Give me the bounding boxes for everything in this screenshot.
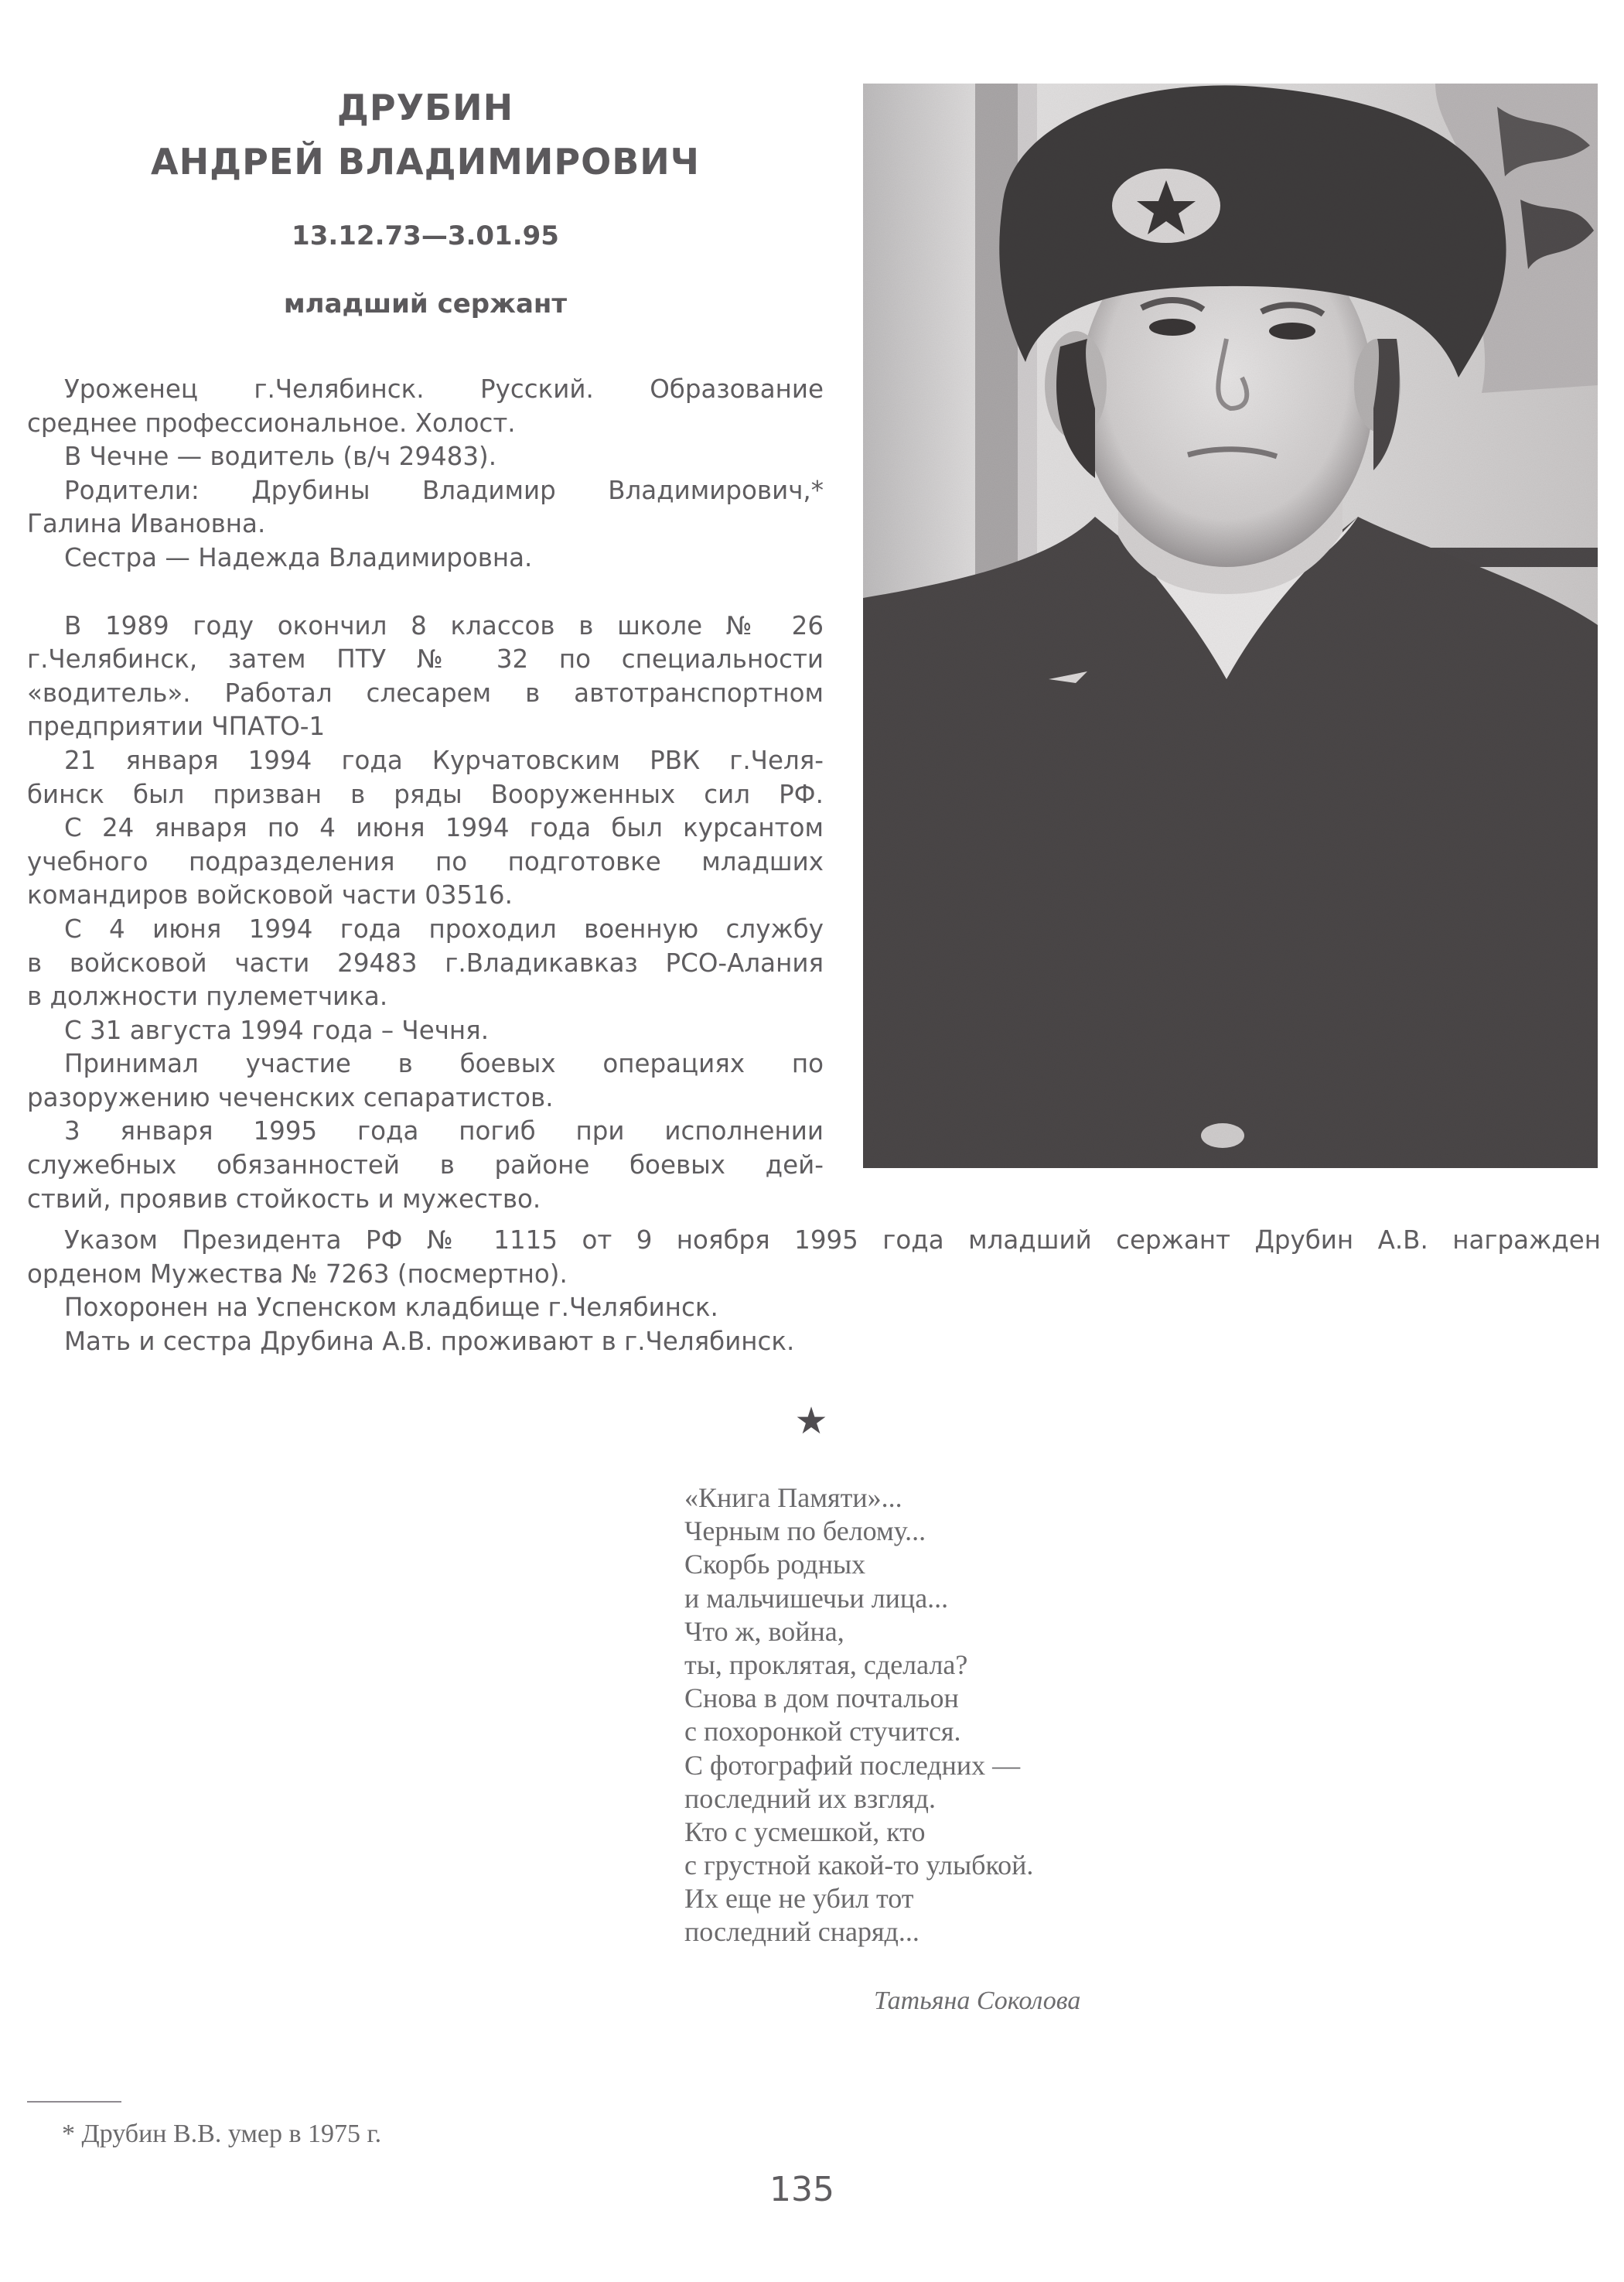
biography-line: Принимал участие в боевых операциях по bbox=[64, 1049, 824, 1079]
biography-line: в войсковой части 29483 г.Владикавказ РСО-Алания bbox=[27, 948, 824, 978]
poem-line: Черным по белому... bbox=[684, 1515, 926, 1547]
surname-heading: ДРУБИН bbox=[336, 87, 514, 128]
biography-line: «водитель». Работал слесарем в автотранспортном bbox=[27, 678, 824, 708]
poem-line: Скорбь родных bbox=[684, 1549, 866, 1580]
footnote-divider bbox=[27, 2101, 121, 2103]
biography-line: в должности пулеметчика. bbox=[27, 982, 388, 1012]
page-number: 135 bbox=[769, 2170, 834, 2209]
poem-line: Их еще не убил тот bbox=[684, 1883, 914, 1915]
military-rank: младший сержант bbox=[283, 289, 568, 319]
poem-line: Что ж, война, bbox=[684, 1615, 844, 1647]
poem-line: с грустной какой-то улыбкой. bbox=[684, 1850, 1034, 1881]
biography-line: среднее профессиональное. Холост. bbox=[27, 408, 516, 438]
name-heading: АНДРЕЙ ВЛАДИМИРОВИЧ bbox=[151, 141, 700, 183]
footnote: * Друбин В.В. умер в 1975 г. bbox=[62, 2120, 382, 2148]
biography-line: В 1989 году окончил 8 классов в школе № 26 bbox=[64, 610, 824, 641]
poem-line: с похоронкой стучится. bbox=[684, 1716, 961, 1747]
poem-line: «Книга Памяти»... bbox=[684, 1482, 902, 1513]
poem-line: С фотографий последних — bbox=[684, 1749, 1021, 1781]
biography-line: Уроженец г.Челябинск. Русский. Образование bbox=[64, 374, 824, 404]
biography-line: С 31 августа 1994 года – Чечня. bbox=[64, 1015, 490, 1045]
poem bbox=[684, 1481, 1033, 1949]
biography-line: г.Челябинск, затем ПТУ № 32 по специальности bbox=[27, 644, 824, 675]
poem-line: последний снаряд... bbox=[684, 1916, 919, 1948]
biography-line: бинск был призван в ряды Вооруженных сил РФ. bbox=[27, 779, 824, 809]
biography-full-width bbox=[27, 1224, 1601, 1358]
biography-line: С 24 января по 4 июня 1994 года был курсантом bbox=[64, 813, 824, 843]
biography-line: В Чечне — водитель (в/ч 29483). bbox=[64, 442, 497, 472]
paragraph-gap bbox=[27, 576, 824, 610]
biography-line: Похоронен на Успенском кладбище г.Челябинск. bbox=[64, 1293, 718, 1323]
biography-line: С 4 июня 1994 года проходил военную службу bbox=[64, 914, 824, 944]
poem-line: последний их взгляд. bbox=[684, 1782, 936, 1814]
biography-line: Указом Президента РФ № 1115 от 9 ноября 1995 года младший сержант Друбин А.В. награжден bbox=[64, 1225, 1601, 1255]
biography-line: Родители: Друбины Владимир Владимирович,* bbox=[64, 475, 824, 505]
biography-line: командиров войсковой части 03516. bbox=[27, 880, 513, 910]
biography-line: предприятии ЧПАТО-1 bbox=[27, 712, 326, 742]
poem-line: Снова в дом почтальон bbox=[684, 1682, 959, 1714]
biography-line: Галина Ивановна. bbox=[27, 509, 266, 539]
biography-line: 21 января 1994 года Курчатовским РВК г.Челя- bbox=[64, 745, 824, 775]
poem-line: ты, проклятая, сделала? bbox=[684, 1648, 968, 1680]
biography-line: разоружению чеченских сепаратистов. bbox=[27, 1082, 554, 1112]
portrait-photo bbox=[863, 84, 1598, 1168]
poem-author: Татьяна Соколова bbox=[874, 1987, 1081, 2015]
star-icon: ★ bbox=[794, 1399, 828, 1443]
biography-line: Мать и сестра Друбина А.В. проживают в г.Челябинск. bbox=[64, 1326, 795, 1356]
biography-line: служебных обязанностей в районе боевых дей- bbox=[27, 1150, 824, 1180]
biography-line: 3 января 1995 года погиб при исполнении bbox=[64, 1116, 824, 1146]
biography-line: орденом Мужества № 7263 (посмертно). bbox=[27, 1259, 568, 1289]
biography-column bbox=[27, 373, 824, 1216]
poem-line: и мальчишечьи лица... bbox=[684, 1582, 949, 1614]
biography-line: Сестра — Надежда Владимировна. bbox=[64, 542, 533, 572]
biography-line: ствий, проявив стойкость и мужество. bbox=[27, 1184, 541, 1214]
portrait-image bbox=[863, 84, 1598, 1168]
poem-line: Кто с усмешкой, кто bbox=[684, 1816, 926, 1847]
biography-line: учебного подразделения по подготовке младших bbox=[27, 846, 824, 876]
life-dates: 13.12.73—3.01.95 bbox=[292, 220, 559, 251]
